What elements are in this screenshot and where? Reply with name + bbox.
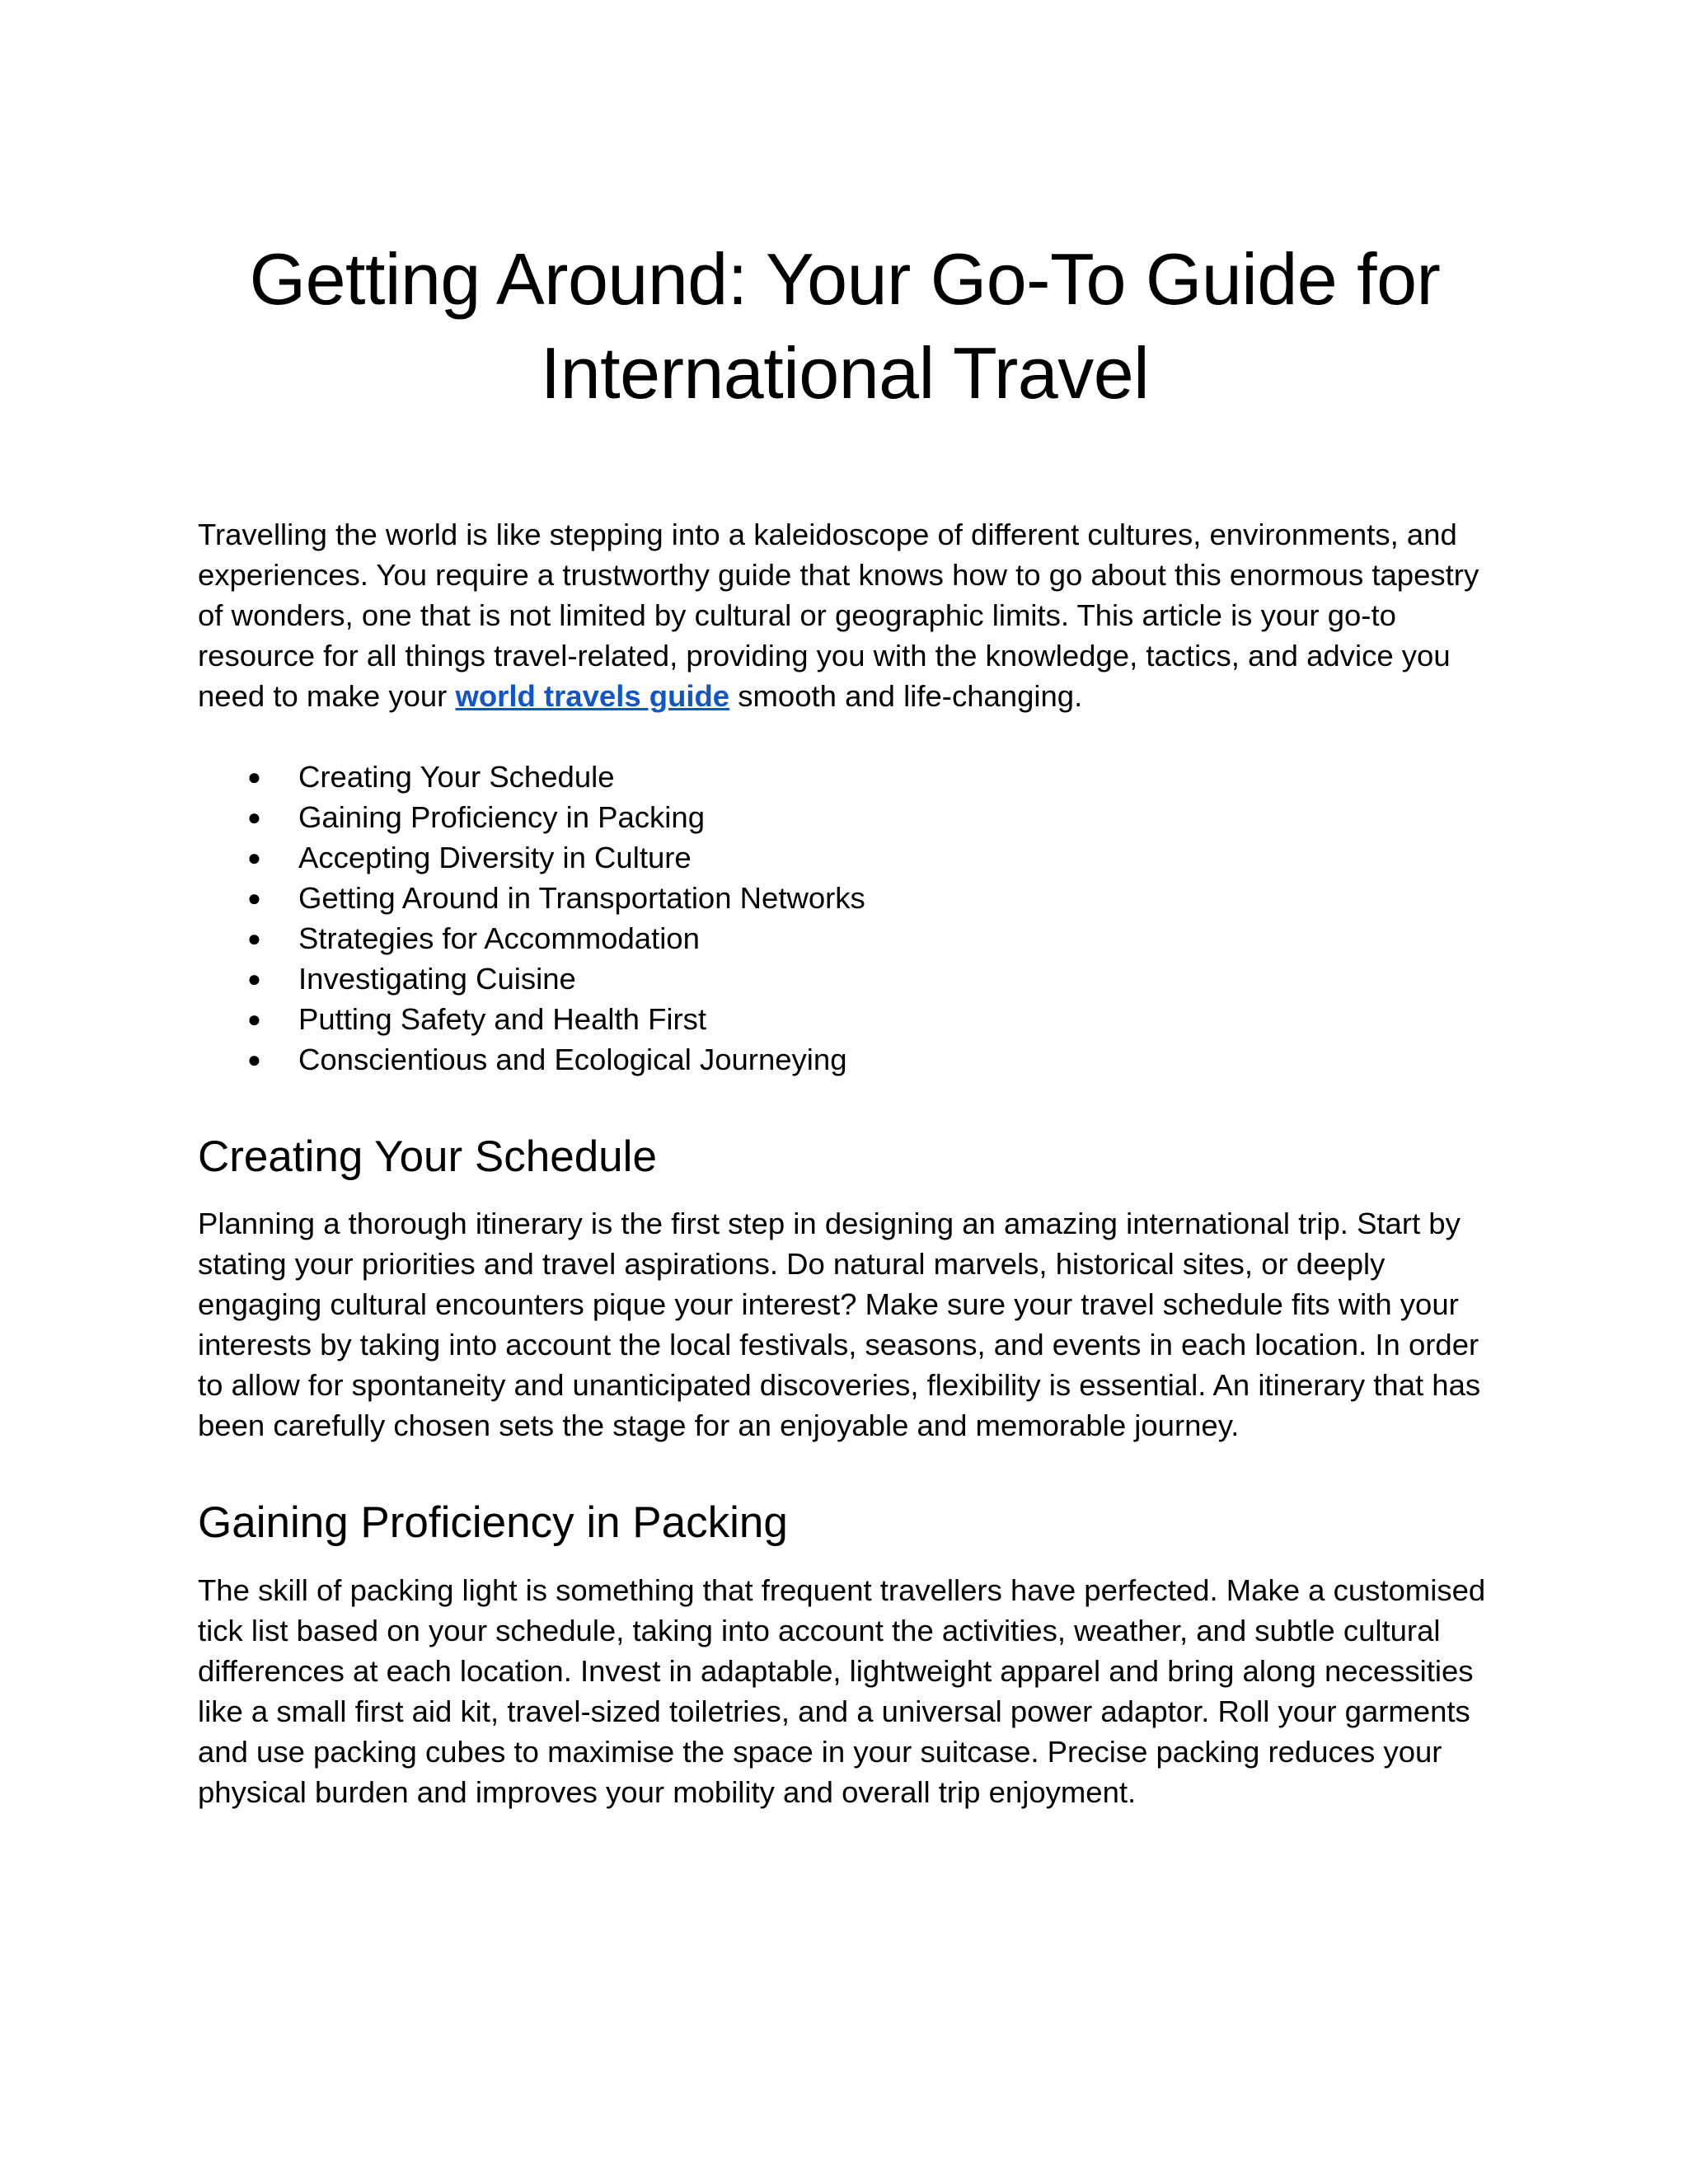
bullet-icon: ● [247, 804, 261, 830]
section-body-schedule: Planning a thorough itinerary is the first step in designing an amazing international trip. Start by stating your priorities and travel aspirations. Do natural marvels, historical sites, or deeply engaging cultural encounters pique your interest? Make sure your travel schedule fits with your interests by taking into account the local festivals, seasons, and events in each location. In order to allow for spontaneity and unanticipated discoveries, flexibility is essential. An itinerary that has been carefully chosen sets the stage for an enjoyable and memorable journey. [198, 1207, 1481, 1442]
toc-item [198, 958, 865, 999]
toc-item-label: Investigating Cuisine [298, 962, 576, 996]
toc-item [198, 878, 865, 918]
toc-item [198, 999, 865, 1039]
intro-paragraph [198, 514, 1492, 716]
toc-item [198, 797, 865, 837]
toc-item-label: Accepting Diversity in Culture [298, 841, 692, 874]
toc-item [198, 1039, 865, 1080]
intro-text-before-link: Travelling the world is like stepping into a kaleidoscope of different cultures, environments, and experiences. You require a trustworthy guide that knows how to go about this enormous tapestry of wonders, one that is not limited by cultural or geographic limits. This article is your go-to resource for all things travel-related, providing you with the knowledge, tactics, and advice you need to make your [198, 518, 1479, 713]
toc-item-label: Putting Safety and Health First [298, 1002, 707, 1036]
table-of-contents [198, 757, 865, 1080]
bullet-icon: ● [247, 764, 261, 790]
toc-item [198, 918, 865, 958]
intro-text-after-link: smooth and life-changing. [729, 679, 1083, 713]
section-body-packing: The skill of packing light is something that frequent travellers have perfected. Make a customised tick list based on your schedule, taking into account the activities, weather, and subtle cultural differences at each location. Invest in adaptable, lightweight apparel and bring along necessities like a small first aid kit, travel-sized toiletries, and a universal power adaptor. Roll your garments and use packing cubes to maximise the space in your suitcase. Precise packing reduces your physical burden and improves your mobility and overall trip enjoyment. [198, 1573, 1486, 1809]
bullet-icon: ● [247, 1006, 261, 1032]
bullet-icon: ● [247, 845, 261, 870]
toc-item [198, 837, 865, 878]
world-travels-guide-link[interactable]: world travels guide [455, 679, 730, 713]
bullet-icon: ● [247, 926, 261, 951]
toc-item-label: Creating Your Schedule [298, 760, 615, 794]
toc-item-label: Conscientious and Ecological Journeying [298, 1043, 847, 1076]
toc-item [198, 757, 865, 797]
bullet-icon: ● [247, 966, 261, 991]
bullet-icon: ● [247, 1047, 261, 1072]
document-title: Getting Around: Your Go-To Guide for International Travel [249, 238, 1441, 414]
toc-item-label: Strategies for Accommodation [298, 921, 700, 955]
toc-item-label: Gaining Proficiency in Packing [298, 800, 705, 834]
toc-item-label: Getting Around in Transportation Networks [298, 881, 865, 915]
section-heading-schedule: Creating Your Schedule [198, 1132, 657, 1181]
section-heading-packing: Gaining Proficiency in Packing [198, 1498, 788, 1547]
bullet-icon: ● [247, 885, 261, 911]
